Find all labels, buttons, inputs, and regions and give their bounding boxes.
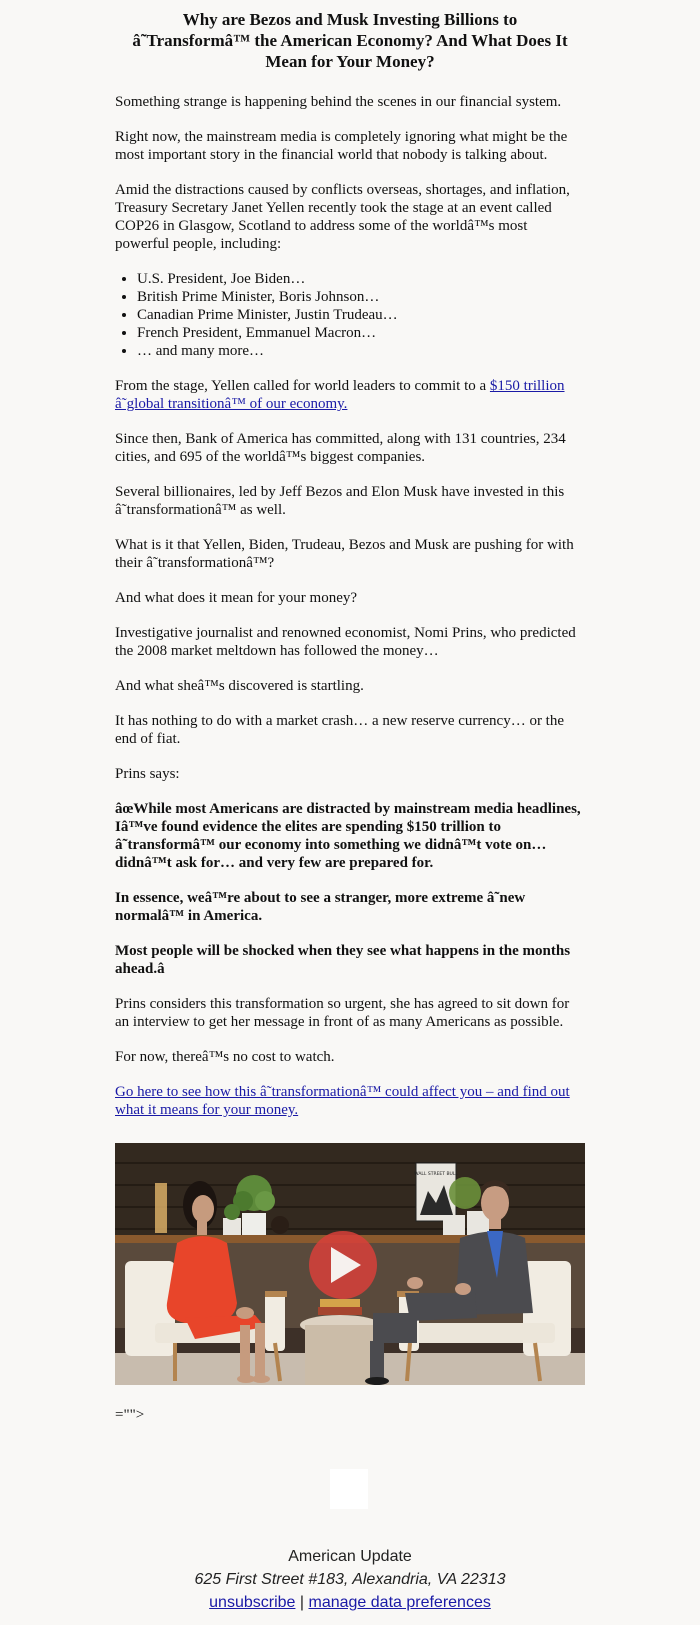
paragraph: What is it that Yellen, Biden, Trudeau, Bezos and Musk are pushing for with their â˜transformationâ™? [115, 537, 574, 571]
quote-paragraph: âœWhile most Americans are distracted by mainstream media headlines, Iâ™ve found evidence the elites are spending $150 trillion to â˜transformâ™ our economy into something we didnâ™t vote on… didnâ™t ask for… and very few are prepared for. [115, 801, 581, 871]
list-item: • French President, Emmanuel Macron… [137, 324, 585, 342]
quote-paragraph: In essence, weâ™re about to see a stranger, more extreme â˜new normalâ™ in America. [115, 890, 526, 924]
cta-link[interactable]: Go here to see how this â˜transformationâ™ could affect you – and find out what it means for your money. [115, 1084, 570, 1118]
manage-preferences-link[interactable]: manage data preferences [308, 1594, 491, 1611]
list-item: • British Prime Minister, Boris Johnson… [137, 288, 585, 306]
cta-paragraph [115, 1083, 585, 1119]
transition-link[interactable]: $150 trillion â˜global transitionâ™ of our economy. [115, 378, 565, 412]
paragraph: And what sheâ™s discovered is startling. [115, 678, 364, 694]
stray-markup: =""> [115, 1407, 145, 1423]
link-separator: | [299, 1594, 305, 1611]
paragraph: Right now, the mainstream media is completely ignoring what might be the most important story in the financial world that nobody is talking about. [115, 129, 568, 163]
paragraph: Several billionaires, led by Jeff Bezos and Elon Musk have invested in this â˜transformationâ™ as well. [115, 484, 565, 518]
book-label: WALL STREET BULL [414, 1172, 458, 1177]
footer-links [0, 1591, 700, 1614]
paragraph: And what does it mean for your money? [115, 590, 358, 606]
paragraph-stage [115, 377, 585, 413]
stage-text: From the stage, Yellen called for world leaders to commit to a [115, 378, 490, 394]
unsubscribe-link[interactable]: unsubscribe [209, 1594, 296, 1611]
video-thumbnail[interactable] [115, 1143, 585, 1385]
headline: Why are Bezos and Musk Investing Billions to â˜Transformâ™ the American Economy? And What Does It Mean for Your Money? [132, 10, 568, 71]
leaders-list [115, 270, 585, 360]
company-address: 625 First Street #183, Alexandria, VA 22313 [194, 1571, 506, 1588]
email-content [115, 0, 585, 1424]
quote-paragraph: Most people will be shocked when they see what happens in the months ahead.â [115, 943, 571, 977]
company-name: American Update [288, 1548, 412, 1565]
paragraph: For now, thereâ™s no cost to watch. [115, 1049, 335, 1065]
tracking-pixel [330, 1469, 368, 1509]
paragraph: Prins says: [115, 766, 180, 782]
paragraph: Something strange is happening behind the scenes in our financial system. [115, 94, 562, 110]
paragraph: Prins considers this transformation so urgent, she has agreed to sit down for an interview to get her message in front of as many Americans as possible. [115, 996, 570, 1030]
paragraph: Investigative journalist and renowned economist, Nomi Prins, who predicted the 2008 market meltdown has followed the money… [115, 625, 576, 659]
list-item: • Canadian Prime Minister, Justin Trudeau… [137, 306, 585, 324]
paragraph: Amid the distractions caused by conflicts overseas, shortages, and inflation, Treasury Secretary Janet Yellen recently took the stage at an event called COP26 in Glasgow, Scotland to address some of the worldâ™s most powerful people, including: [115, 182, 570, 252]
paragraph: Since then, Bank of America has committed, along with 131 countries, 234 cities, and 695 of the worldâ™s biggest companies. [115, 431, 566, 465]
article-body [115, 93, 585, 1119]
interview-scene [115, 1143, 585, 1385]
list-item: • … and many more… [137, 342, 585, 360]
paragraph: It has nothing to do with a market crash… a new reserve currency… or the end of fiat. [115, 713, 565, 747]
footer [0, 1545, 700, 1614]
list-item: • U.S. President, Joe Biden… [137, 270, 585, 288]
